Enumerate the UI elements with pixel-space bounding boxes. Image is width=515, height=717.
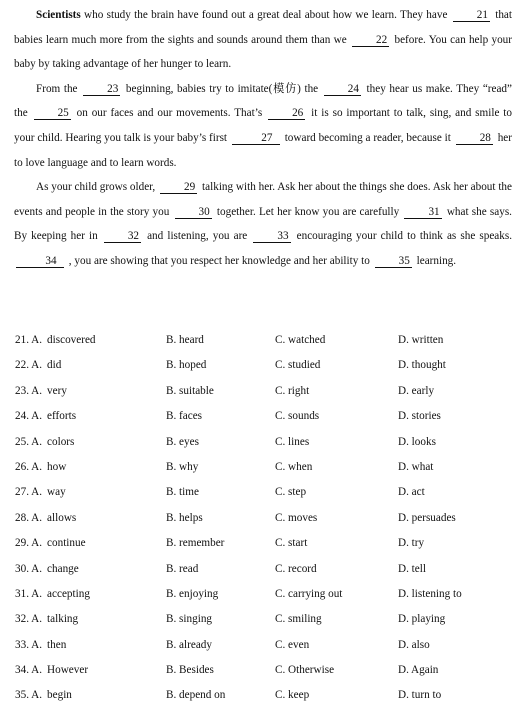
question-number: 23. A.: [15, 384, 43, 397]
option-a-text: continue: [47, 537, 86, 550]
option-d: D. thought: [398, 359, 446, 372]
option-a: [15, 486, 66, 498]
option-row: [15, 486, 510, 511]
option-row: [15, 512, 510, 537]
option-row: [15, 537, 510, 562]
option-d: D. stories: [398, 410, 441, 423]
option-c: C. step: [275, 486, 307, 499]
option-c: C. record: [275, 562, 317, 575]
question-number: 22. A.: [15, 359, 43, 372]
question-number: 21. A.: [15, 334, 43, 346]
option-a-text: very: [47, 384, 67, 397]
option-row: [15, 461, 510, 486]
option-a-text: way: [47, 486, 66, 499]
option-c: C. sounds: [275, 410, 320, 423]
paragraph-3: [14, 175, 512, 273]
option-b: B. why: [166, 460, 199, 473]
blank-34: 34: [16, 255, 64, 268]
option-c: C. carrying out: [275, 587, 343, 600]
option-a-text: begin: [47, 689, 72, 702]
option-b: B. already: [166, 638, 212, 651]
option-c: C. moves: [275, 511, 318, 524]
question-number: 32. A.: [15, 613, 43, 626]
option-row: [15, 588, 510, 613]
option-c: C. even: [275, 638, 310, 651]
option-d: D. act: [398, 486, 425, 499]
question-number: 28. A.: [15, 511, 43, 524]
option-a: [15, 563, 79, 575]
option-d: D. Again: [398, 664, 439, 677]
passage-text: As your child grows older,: [36, 181, 159, 194]
option-b: B. time: [166, 486, 199, 499]
cloze-passage: [14, 3, 512, 274]
option-a-text: However: [47, 664, 89, 677]
blank-22: 22: [352, 34, 389, 47]
option-row: [15, 359, 510, 384]
option-b: B. read: [166, 562, 199, 575]
option-d: D. looks: [398, 435, 436, 448]
option-d: D. also: [398, 638, 430, 651]
option-a: [15, 461, 66, 473]
option-a-text: then: [47, 638, 67, 651]
option-row: [15, 410, 510, 435]
option-row: [15, 639, 510, 664]
option-a-text: talking: [47, 613, 79, 626]
option-a: [15, 334, 96, 346]
option-b: B. eyes: [166, 435, 199, 448]
option-b: B. depend on: [166, 689, 226, 702]
option-a: [15, 537, 86, 549]
option-c: C. watched: [275, 334, 326, 346]
option-a: [15, 689, 72, 701]
option-b: B. hoped: [166, 359, 207, 372]
first-word: Scientists: [36, 9, 81, 21]
blank-33: 33: [253, 230, 290, 243]
blank-23: 23: [83, 83, 120, 96]
option-a: [15, 588, 90, 600]
blank-29: 29: [160, 181, 197, 194]
option-b: B. helps: [166, 511, 203, 524]
passage-text: what she says. By keeping her in: [14, 205, 512, 243]
question-number: 33. A.: [15, 638, 43, 651]
option-c: C. Otherwise: [275, 664, 335, 677]
option-a-text: change: [47, 562, 79, 575]
option-d: D. playing: [398, 613, 446, 626]
option-a-text: efforts: [47, 410, 77, 423]
option-a-text: did: [47, 359, 62, 372]
blank-21: 21: [453, 9, 490, 22]
option-c: C. right: [275, 384, 310, 397]
option-a: [15, 512, 76, 524]
passage-text: and listening, you are: [143, 230, 252, 243]
option-d: D. tell: [398, 562, 426, 575]
option-a: [15, 410, 76, 422]
option-b: B. Besides: [166, 664, 214, 677]
question-number: 26. A.: [15, 460, 43, 473]
passage-text: on our faces and our movements. That’s: [72, 107, 267, 120]
answer-options: [15, 334, 510, 715]
option-d: D. try: [398, 537, 425, 550]
option-d: D. listening to: [398, 587, 462, 600]
blank-31: 31: [404, 206, 441, 219]
option-a-text: colors: [47, 435, 75, 448]
option-a-text: allows: [47, 511, 77, 524]
question-number: 27. A.: [15, 486, 43, 499]
option-c: C. when: [275, 460, 313, 473]
option-d: D. what: [398, 460, 434, 473]
option-a: [15, 664, 88, 676]
option-a: [15, 436, 74, 448]
question-number: 30. A.: [15, 562, 43, 575]
option-b: B. heard: [166, 334, 204, 346]
option-a-text: how: [47, 460, 67, 473]
question-number: 24. A.: [15, 410, 43, 423]
blank-35: 35: [375, 255, 412, 268]
passage-text: her to love language and to learn words.: [14, 131, 512, 169]
passage-text: encouraging your child to think as she speaks.: [292, 230, 512, 243]
passage-text: that babies learn much more from the sights and sounds around them than we: [14, 9, 512, 46]
option-d: D. written: [398, 334, 444, 346]
option-b: B. enjoying: [166, 587, 219, 600]
option-d: D. turn to: [398, 689, 442, 702]
passage-text: before. You can help your baby by taking advantage of her hunger to learn.: [14, 33, 513, 71]
option-row: [15, 563, 510, 588]
option-c: C. keep: [275, 689, 310, 702]
option-a: [15, 613, 78, 625]
option-row: [15, 436, 510, 461]
passage-text: learning.: [413, 254, 457, 267]
question-number: 31. A.: [15, 587, 43, 600]
passage-text: , you are showing that you respect her knowledge and her ability to: [66, 254, 373, 267]
option-row: [15, 385, 510, 410]
blank-32: 32: [104, 230, 141, 243]
passage-text: beginning, babies try to imitate(模仿) the: [122, 82, 322, 95]
passage-text: they hear us make. They “read” the: [14, 82, 512, 120]
blank-30: 30: [175, 206, 212, 219]
passage-text: it is so important to talk, sing, and smile to your child. Hearing you talk is your baby’s first: [14, 107, 513, 144]
option-a-text: discovered: [47, 334, 96, 346]
passage-text: together. Let her know you are carefully: [213, 205, 403, 218]
option-row: [15, 334, 510, 359]
question-number: 35. A.: [15, 689, 43, 702]
option-c: C. lines: [275, 435, 310, 448]
option-d: D. early: [398, 384, 435, 397]
option-b: B. suitable: [166, 384, 214, 397]
passage-text: toward becoming a reader, because it: [281, 131, 454, 144]
option-c: C. studied: [275, 359, 321, 372]
option-c: C. start: [275, 537, 308, 550]
option-a: [15, 385, 67, 397]
paragraph-2: [14, 77, 512, 175]
blank-28: 28: [456, 132, 493, 145]
question-number: 25. A.: [15, 435, 43, 448]
paragraph-1: [14, 3, 512, 77]
passage-text: From the: [36, 82, 82, 95]
option-b: B. remember: [166, 537, 225, 550]
option-b: B. singing: [166, 613, 213, 626]
option-row: [15, 664, 510, 689]
blank-24: 24: [324, 83, 361, 96]
blank-25: 25: [34, 107, 71, 120]
passage-text: talking with her. Ask her about the things she does. Ask her about the events and people in the story you: [14, 181, 512, 218]
blank-26: 26: [268, 107, 305, 120]
option-c: C. smiling: [275, 613, 322, 626]
option-b: B. faces: [166, 410, 203, 423]
option-d: D. persuades: [398, 511, 456, 524]
option-row: [15, 689, 510, 714]
option-a: [15, 359, 61, 371]
option-a: [15, 639, 66, 651]
option-a-text: accepting: [47, 587, 90, 600]
passage-text: who study the brain have found out a great deal about how we learn. They have: [80, 9, 451, 21]
question-number: 29. A.: [15, 537, 43, 550]
question-number: 34. A.: [15, 664, 43, 677]
blank-27: 27: [232, 132, 280, 145]
option-row: [15, 613, 510, 638]
